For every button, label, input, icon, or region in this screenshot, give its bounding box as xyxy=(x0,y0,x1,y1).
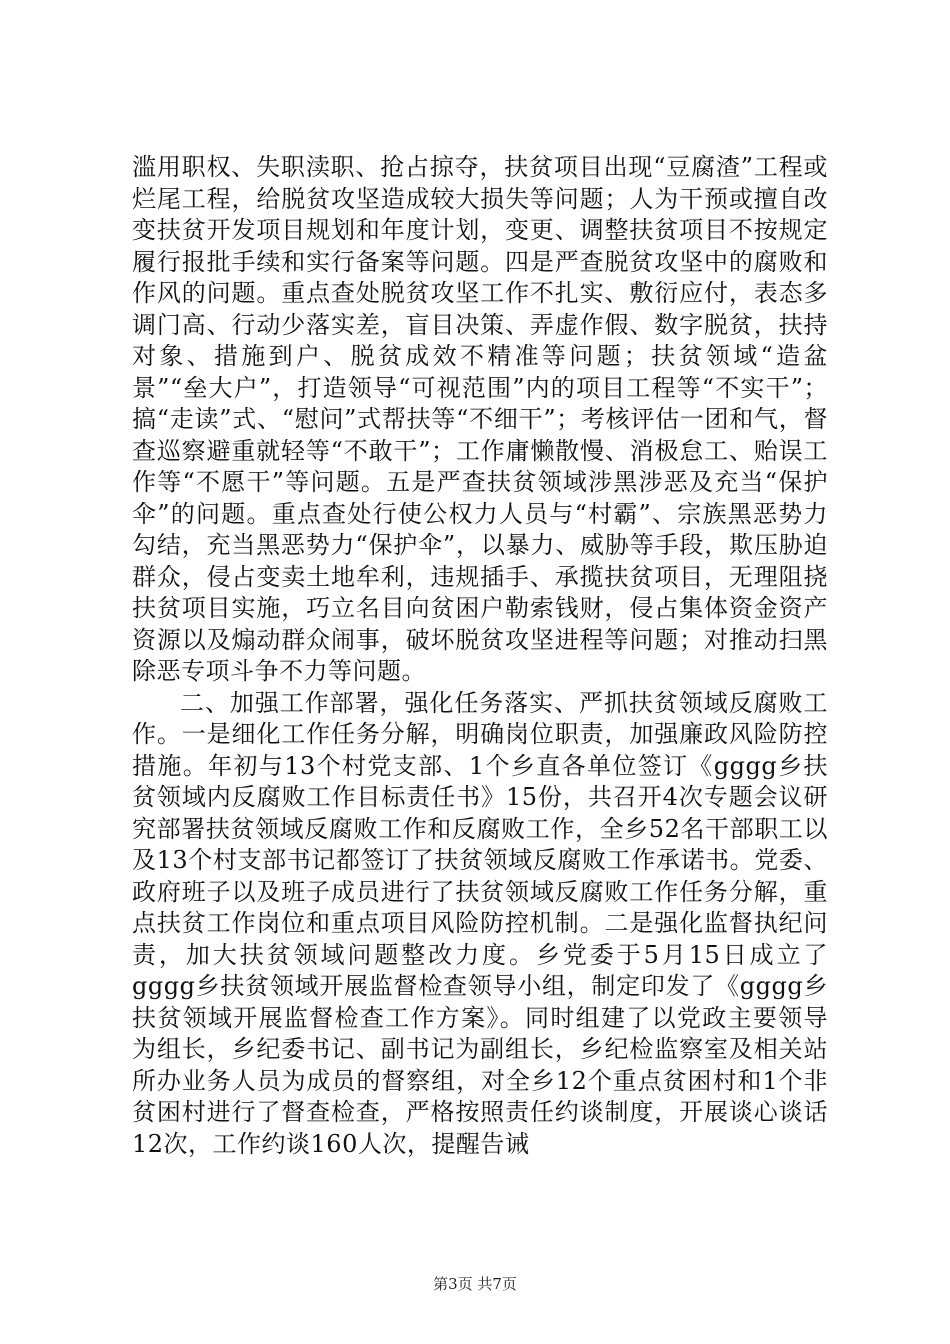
document-body xyxy=(132,152,828,1160)
paragraph-continuation: 滥用职权、失职渎职、抢占掠夺，扶贫项目出现“豆腐渣”工程或烂尾工程，给脱贫攻坚造成较大损失等问题；人为干预或擅自改变扶贫开发项目规划和年度计划，变更、调整扶贫项目不按规定履行报批手续和实行备案等问题。四是严查脱贫攻坚中的腐败和作风的问题。重点查处脱贫攻坚工作不扎实、敷衍应付，表态多调门高、行动少落实差，盲目决策、弄虚作假、数字脱贫，扶持对象、措施到户、脱贫成效不精准等问题；扶贫领域“造盆景”“垒大户”，打造领导“可视范围”内的项目工程等“不实干”；搞“走读”式、“慰问”式帮扶等“不细干”；考核评估一团和气，督查巡察避重就轻等“不敢干”；工作庸懒散慢、消极怠工、贻误工作等“不愿干”等问题。五是严查扶贫领域涉黑涉恶及充当“保护伞”的问题。重点查处行使公权力人员与“村霸”、宗族黑恶势力勾结，充当黑恶势力“保护伞”，以暴力、威胁等手段，欺压胁迫群众，侵占变卖土地牟利，违规插手、承揽扶贫项目，无理阻挠扶贫项目实施，巧立名目向贫困户勒索钱财，侵占集体资金资产资源以及煽动群众闹事，破坏脱贫攻坚进程等问题；对推动扫黑除恶专项斗争不力等问题。 xyxy=(132,153,828,685)
paragraph-section-two: 二、加强工作部署，强化任务落实、严抓扶贫领域反腐败工作。一是细化工作任务分解，明确岗位职责，加强廉政风险防控措施。年初与13个村党支部、1个乡直各单位签订《gggg乡扶贫领域内反腐败工作目标责任书》15份，共召开4次专题会议研究部署扶贫领域反腐败工作和反腐败工作，全乡52名干部职工以及13个村支部书记都签订了扶贫领域反腐败工作承诺书。党委、政府班子以及班子成员进行了扶贫领域反腐败工作任务分解，重点扶贫工作岗位和重点项目风险防控机制。二是强化监督执纪问责，加大扶贫领域问题整改力度。乡党委于5月15日成立了gggg乡扶贫领域开展监督检查领导小组，制定印发了《gggg乡扶贫领域开展监督检查工作方案》。同时组建了以党政主要领导为组长，乡纪委书记、副书记为副组长，乡纪检监察室及相关站所办业务人员为成员的督察组，对全乡12个重点贫困村和1个非贫困村进行了督查检查，严格按照责任约谈制度，开展谈心谈话12次，工作约谈160人次，提醒告诫 xyxy=(132,688,828,1158)
page-number-footer: 第3页 共7页 xyxy=(433,1275,517,1293)
